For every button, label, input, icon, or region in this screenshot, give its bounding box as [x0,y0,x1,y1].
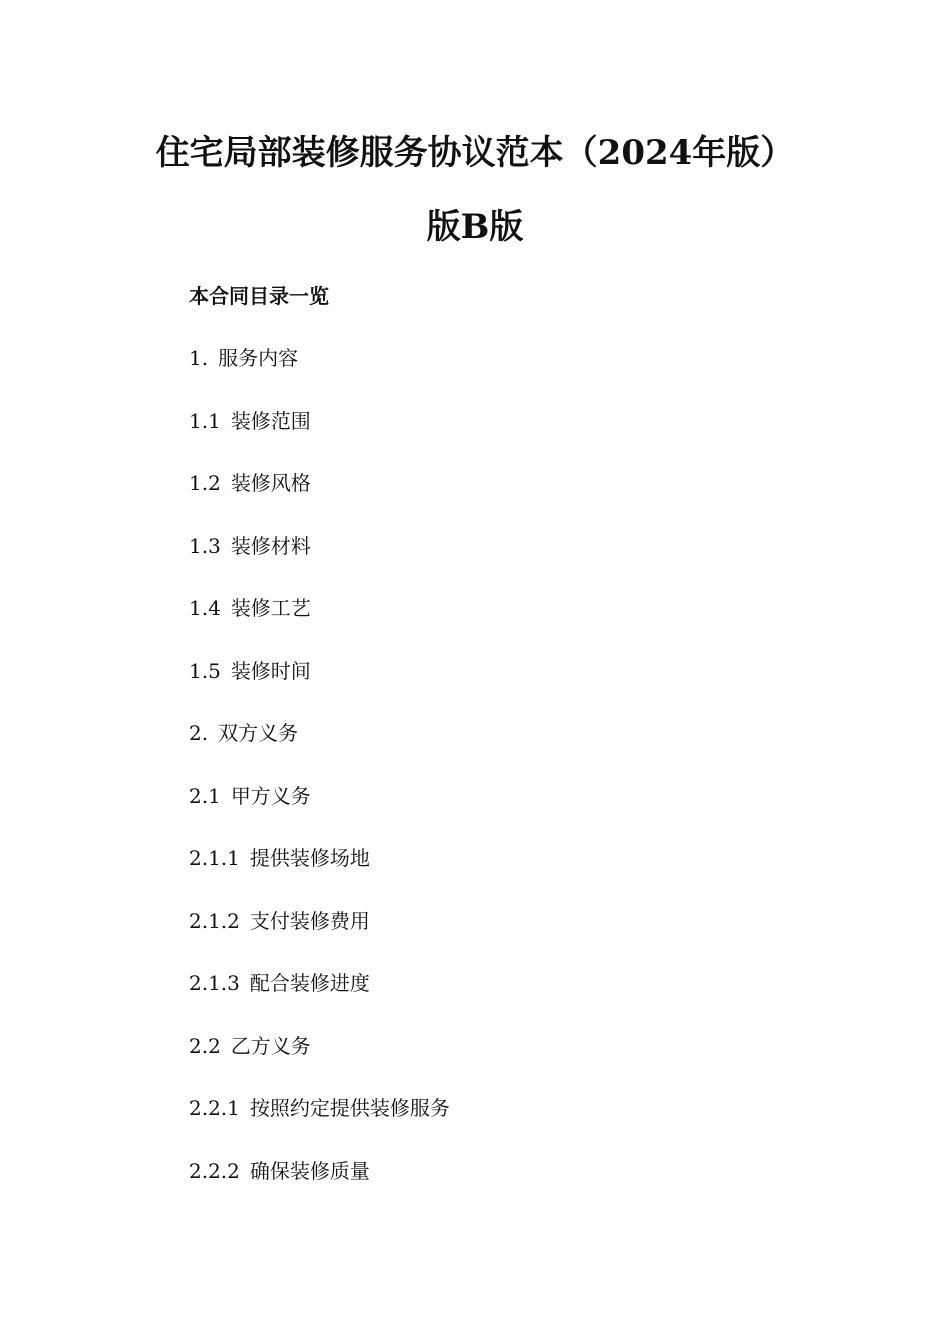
toc-item-number: 1. [189,346,209,370]
toc-item-number: 2.1.3 [189,971,240,995]
toc-item [189,908,450,971]
toc-item [189,533,450,596]
toc-item [189,1095,450,1158]
toc-item [189,470,450,533]
toc-item [189,345,450,408]
toc-item [189,1033,450,1096]
toc-item [189,1158,450,1221]
document-subtitle: 版B版 [426,207,524,247]
toc-item-text: 装修范围 [230,408,311,433]
toc-item-number: 2. [189,721,209,745]
toc-item-text: 装修时间 [230,658,311,683]
toc-item [189,783,450,846]
toc-item-text: 配合装修进度 [249,971,370,995]
toc-item-text: 按照约定提供装修服务 [249,1096,450,1120]
toc-item-number: 2.2.2 [189,1158,240,1183]
toc-item-text: 服务内容 [218,346,299,370]
toc-item-text: 确保装修质量 [249,1158,370,1183]
toc-item-number: 2.2 [189,1033,221,1058]
toc-item-number: 2.1 [189,783,221,808]
toc-item-number: 1.1 [189,408,221,433]
toc-item-number: 1.5 [189,658,221,683]
toc-item-number: 2.1.2 [189,908,240,933]
toc-item-text: 支付装修费用 [249,908,370,933]
toc-item-text: 装修材料 [230,533,311,558]
toc-item [189,845,450,908]
toc-item-number: 2.2.1 [189,1096,240,1120]
toc-item-number: 1.4 [189,596,221,620]
toc-list [189,345,450,1220]
toc-item-number: 1.2 [189,471,221,495]
toc-item [189,408,450,471]
toc-heading: 本合同目录一览 [189,284,329,308]
toc-item-text: 装修风格 [230,471,311,495]
toc-item [189,970,450,1033]
toc-item-text: 装修工艺 [230,596,311,620]
toc-item-number: 2.1.1 [189,846,240,870]
toc-item-text: 甲方义务 [230,783,311,808]
toc-item-text: 双方义务 [218,721,299,745]
toc-item [189,658,450,721]
toc-item-text: 乙方义务 [230,1033,311,1058]
toc-item [189,595,450,658]
toc-item-number: 1.3 [189,533,221,558]
toc-item-text: 提供装修场地 [249,846,370,870]
toc-item [189,720,450,783]
document-title: 住宅局部装修服务协议范本（2024年版） [155,133,795,173]
